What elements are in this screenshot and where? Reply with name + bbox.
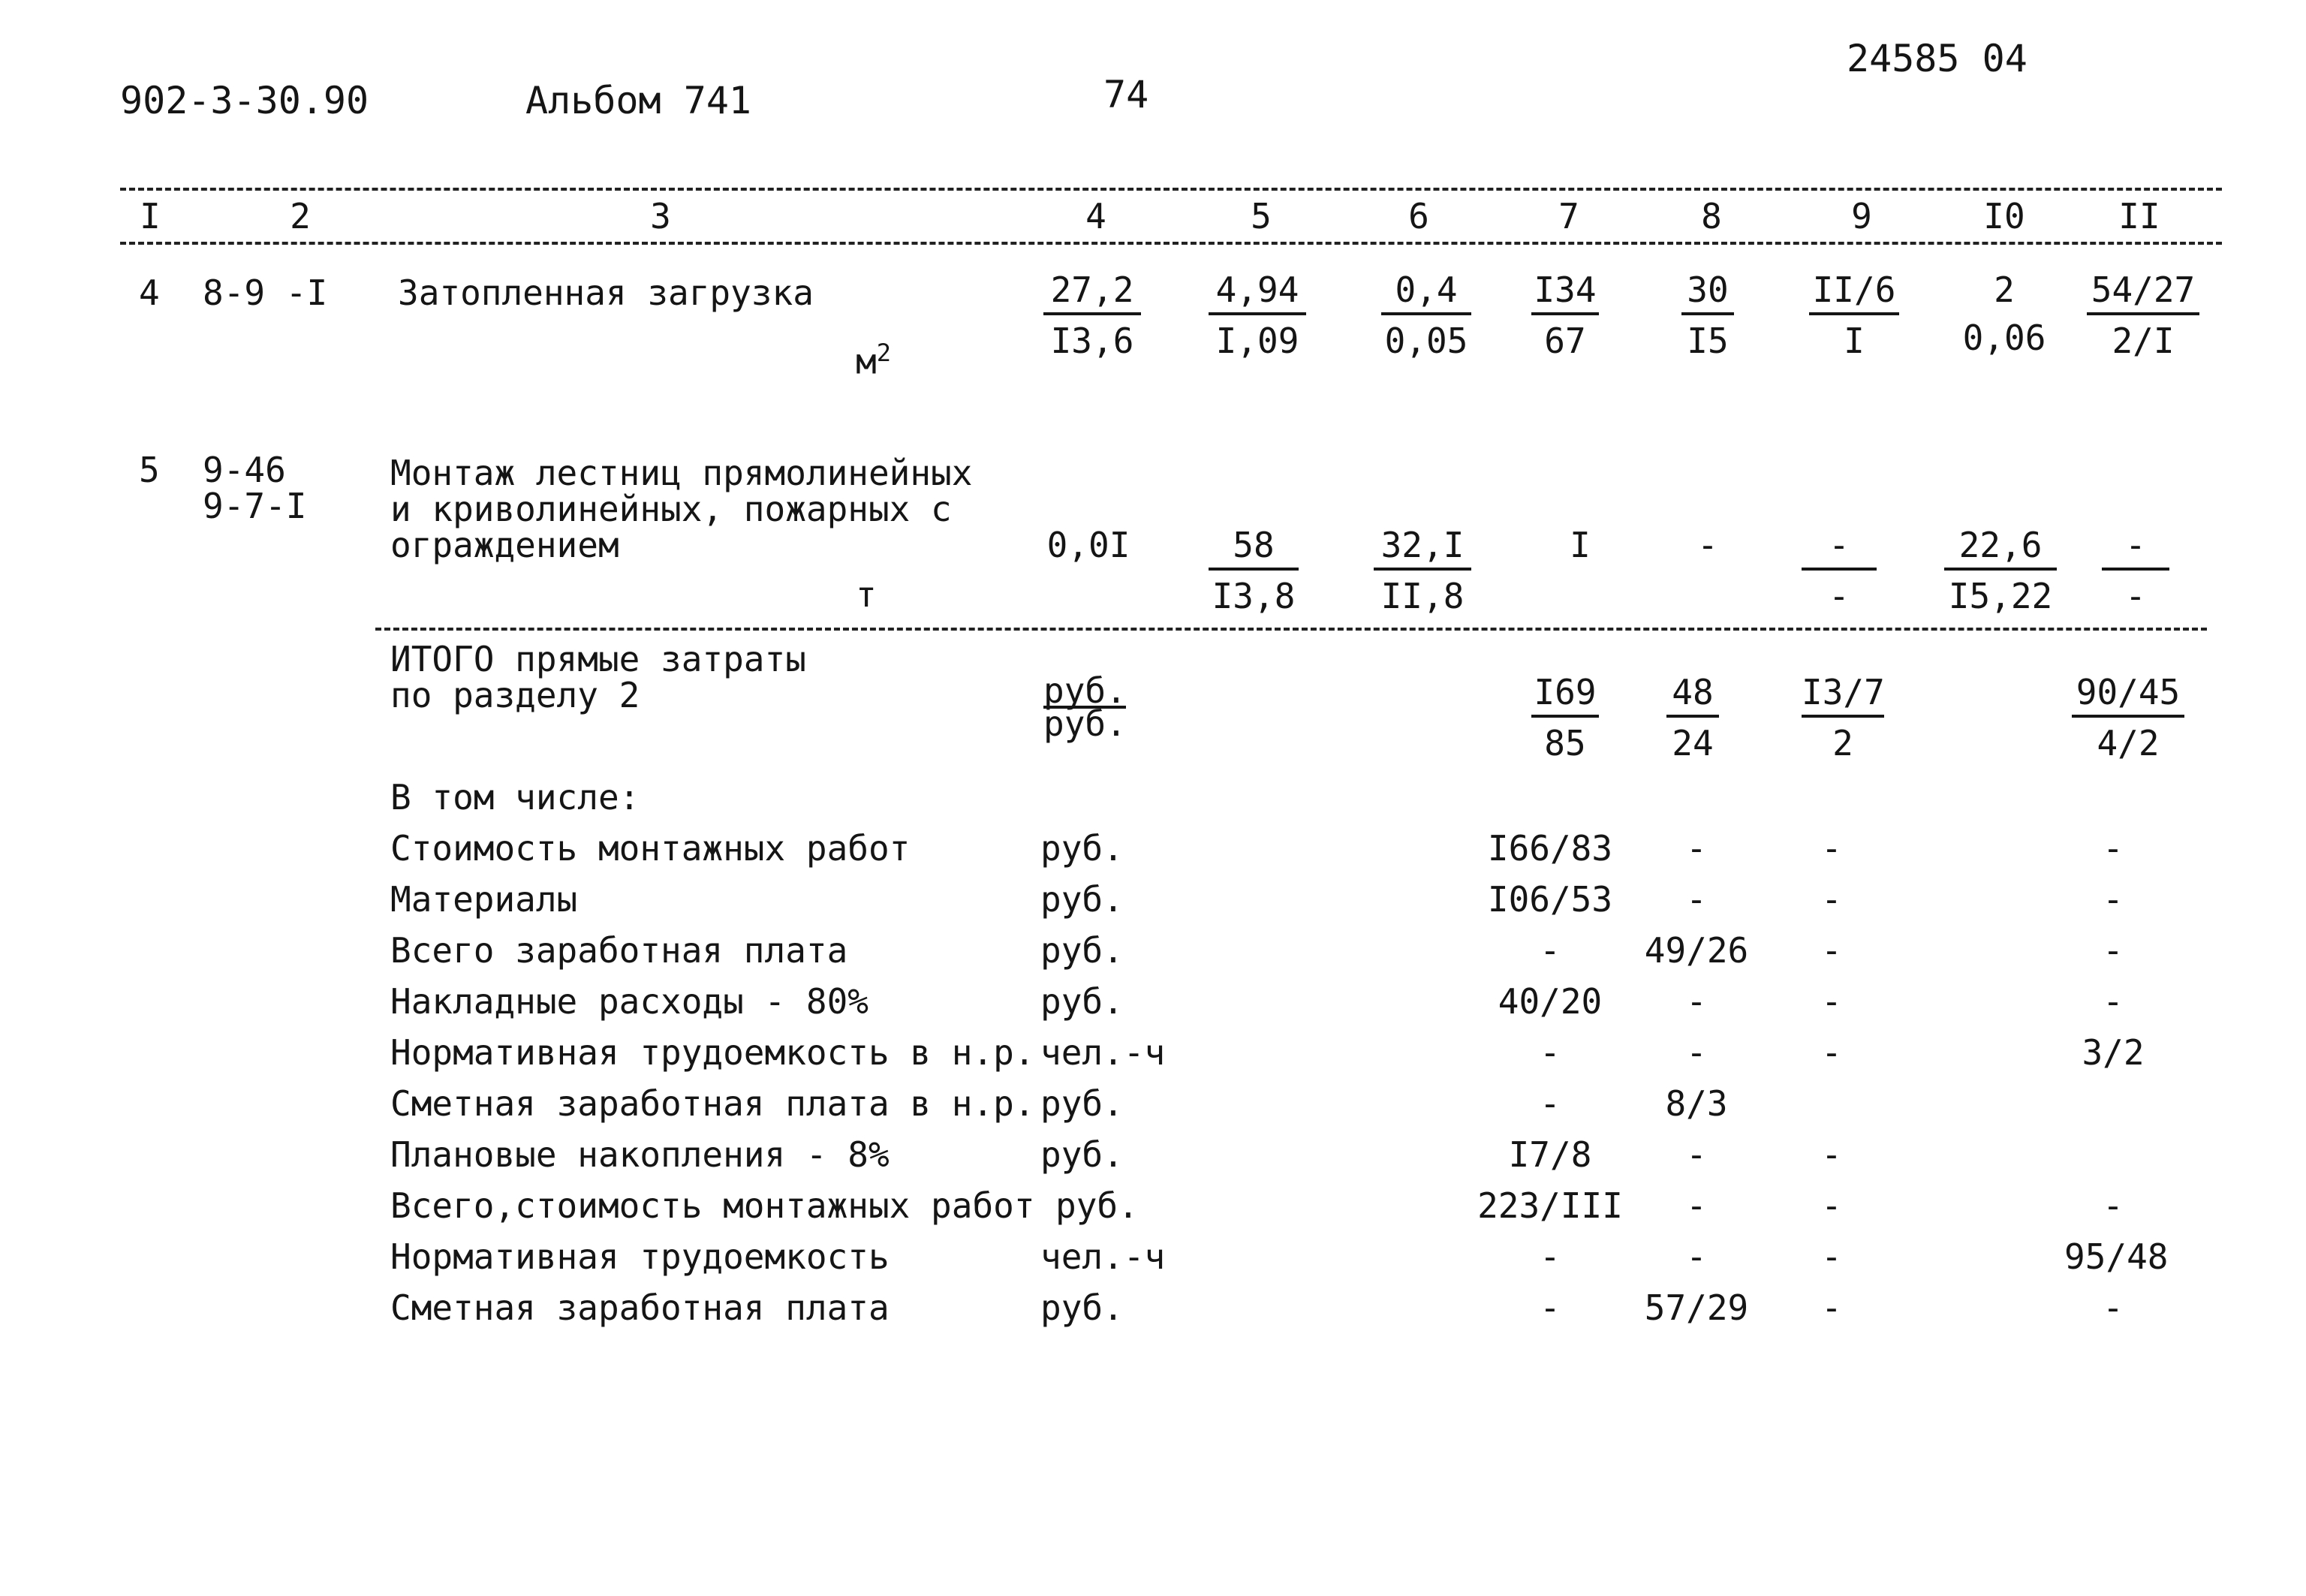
summary-col9: -	[1821, 879, 1842, 920]
summary-unit: чел.-ч	[1040, 1236, 1166, 1277]
summary-col11: -	[2103, 1185, 2124, 1226]
document-code: 902-3-30.90	[120, 79, 369, 122]
column-header-2: 2	[290, 196, 311, 236]
row-5-name-line-3: ограждением	[390, 525, 619, 565]
summary-col9: -	[1821, 1032, 1842, 1073]
summary-col7: -	[1540, 1083, 1561, 1124]
row-5-name-line-2: и криволинейных, пожарных с	[390, 489, 952, 529]
table-header-rule	[120, 242, 2222, 245]
row-4-col10: 2 0,06	[1962, 270, 2046, 358]
summary-col8: -	[1686, 1185, 1707, 1226]
column-header-5: 5	[1251, 196, 1272, 236]
table-top-rule	[120, 188, 2222, 191]
page-number: 74	[1103, 73, 1149, 116]
summary-col8: -	[1686, 1236, 1707, 1277]
row-5-col6: $\frac{32,I}{II,8}$	[1374, 525, 1471, 616]
including-label: В том числе:	[390, 777, 640, 818]
row-5-unit: т	[856, 574, 877, 615]
summary-col8: -	[1686, 828, 1707, 869]
summary-unit: руб.	[1040, 981, 1124, 1022]
summary-col8: 8/3	[1665, 1083, 1728, 1124]
summary-unit: руб.	[1040, 828, 1124, 869]
summary-label: Нормативная трудоемкость в н.р.	[390, 1032, 1035, 1073]
row-4-code: 8-9 -I	[203, 273, 328, 313]
row-5-number: 5	[139, 450, 160, 490]
total-unit: руб. руб.	[1043, 670, 1127, 744]
summary-col11: 95/48	[2064, 1236, 2169, 1277]
summary-col11: -	[2103, 1287, 2124, 1328]
summary-unit: руб.	[1055, 1185, 1139, 1226]
summary-unit: руб.	[1040, 930, 1124, 971]
summary-col9: -	[1821, 1134, 1842, 1175]
summary-unit: руб.	[1040, 1134, 1124, 1175]
column-header-10: I0	[1983, 196, 2025, 236]
album-label: Альбом 741	[525, 79, 752, 122]
row-4-col4: $\frac{27,2}{I3,6}$	[1043, 270, 1141, 360]
section-divider	[375, 628, 2207, 631]
summary-col7: I7/8	[1508, 1134, 1592, 1175]
column-header-11: II	[2118, 196, 2160, 236]
summary-col11: -	[2103, 981, 2124, 1022]
summary-col7: 223/III	[1477, 1185, 1623, 1226]
summary-col7: -	[1540, 1236, 1561, 1277]
archive-stamp: 24585 04	[1847, 37, 2028, 80]
summary-col11: -	[2103, 828, 2124, 869]
summary-label: Нормативная трудоемкость	[390, 1236, 890, 1277]
row-4-name: Затопленная загрузка	[398, 273, 814, 313]
summary-col7: -	[1540, 930, 1561, 971]
summary-label: Всего,стоимость монтажных работ	[390, 1185, 1035, 1226]
column-header-4: 4	[1085, 196, 1106, 236]
summary-col9: -	[1821, 1236, 1842, 1277]
summary-label: Сметная заработная плата	[390, 1287, 890, 1328]
column-header-9: 9	[1851, 196, 1872, 236]
column-header-1: I	[140, 196, 161, 236]
summary-label: Материалы	[390, 879, 578, 920]
summary-col7: I06/53	[1487, 879, 1613, 920]
column-header-6: 6	[1408, 196, 1429, 236]
summary-col7: -	[1540, 1032, 1561, 1073]
summary-col7: I66/83	[1487, 828, 1613, 869]
row-5-col5: $\frac{58}{I3,8}$	[1209, 525, 1299, 616]
row-4-col11: $\frac{54/27}{2/I}$	[2087, 270, 2199, 360]
summary-col9: -	[1821, 1287, 1842, 1328]
row-5-code-1: 9-46	[203, 450, 286, 490]
row-4-unit: $м^2$	[856, 339, 891, 382]
row-4-col9: $\frac{II/6}{I}$	[1809, 270, 1899, 360]
summary-label: Плановые накопления - 8%	[390, 1134, 890, 1175]
summary-col9: -	[1821, 828, 1842, 869]
total-col7: $\frac{I69}{85}$	[1531, 673, 1599, 763]
summary-col8: -	[1686, 1032, 1707, 1073]
summary-col7: -	[1540, 1287, 1561, 1328]
column-header-3: 3	[650, 196, 671, 236]
row-5-col4: 0,0I	[1046, 525, 1130, 565]
total-col9: $\frac{I3/7}{2}$	[1802, 672, 1885, 763]
total-label-line-1: ИТОГО прямые затраты	[390, 639, 806, 679]
row-5-code-2: 9-7-I	[203, 486, 307, 526]
row-4-col5: $\frac{4,94}{I,09}$	[1209, 270, 1306, 360]
summary-col8: 49/26	[1644, 930, 1749, 971]
row-4-col8: $\frac{30}{I5}$	[1681, 270, 1734, 360]
summary-col8: -	[1686, 981, 1707, 1022]
summary-col11: 3/2	[2082, 1032, 2145, 1073]
summary-label: Сметная заработная плата в н.р.	[390, 1083, 1035, 1124]
row-5-col8: -	[1697, 525, 1718, 565]
row-5-col10: $\frac{22,6}{I5,22}$	[1944, 525, 2057, 616]
row-5-col11: - -	[2102, 525, 2169, 616]
summary-unit: руб.	[1040, 1287, 1124, 1328]
column-header-7: 7	[1558, 196, 1579, 236]
summary-col9: -	[1821, 930, 1842, 971]
summary-col8: -	[1686, 1134, 1707, 1175]
summary-label: Накладные расходы - 80%	[390, 981, 869, 1022]
summary-unit: руб.	[1040, 1083, 1124, 1124]
row-4-number: 4	[139, 273, 160, 313]
summary-label: Стоимость монтажных работ	[390, 828, 911, 869]
summary-col8: -	[1686, 879, 1707, 920]
summary-col7: 40/20	[1498, 981, 1603, 1022]
total-col8: $\frac{48}{24}$	[1666, 673, 1719, 763]
row-5-name-line-1: Монтаж лестниц прямолинейных	[390, 453, 973, 493]
summary-col9: -	[1821, 981, 1842, 1022]
summary-col8: 57/29	[1644, 1287, 1749, 1328]
total-label-line-2: по разделу 2	[390, 675, 640, 715]
summary-label: Всего заработная плата	[390, 930, 848, 971]
summary-col11: -	[2103, 930, 2124, 971]
total-col11: $\frac{90/45}{4/2}$	[2072, 673, 2184, 763]
summary-unit: чел.-ч	[1040, 1032, 1166, 1073]
row-5-col7: I	[1570, 525, 1591, 565]
row-4-col6: $\frac{0,4}{0,05}$	[1381, 270, 1471, 360]
summary-col11: -	[2103, 879, 2124, 920]
summary-unit: руб.	[1040, 879, 1124, 920]
row-5-col9: - -	[1802, 525, 1877, 616]
column-header-8: 8	[1701, 196, 1722, 236]
summary-col9: -	[1821, 1185, 1842, 1226]
row-4-col7: $\frac{I34}{67}$	[1531, 270, 1599, 360]
